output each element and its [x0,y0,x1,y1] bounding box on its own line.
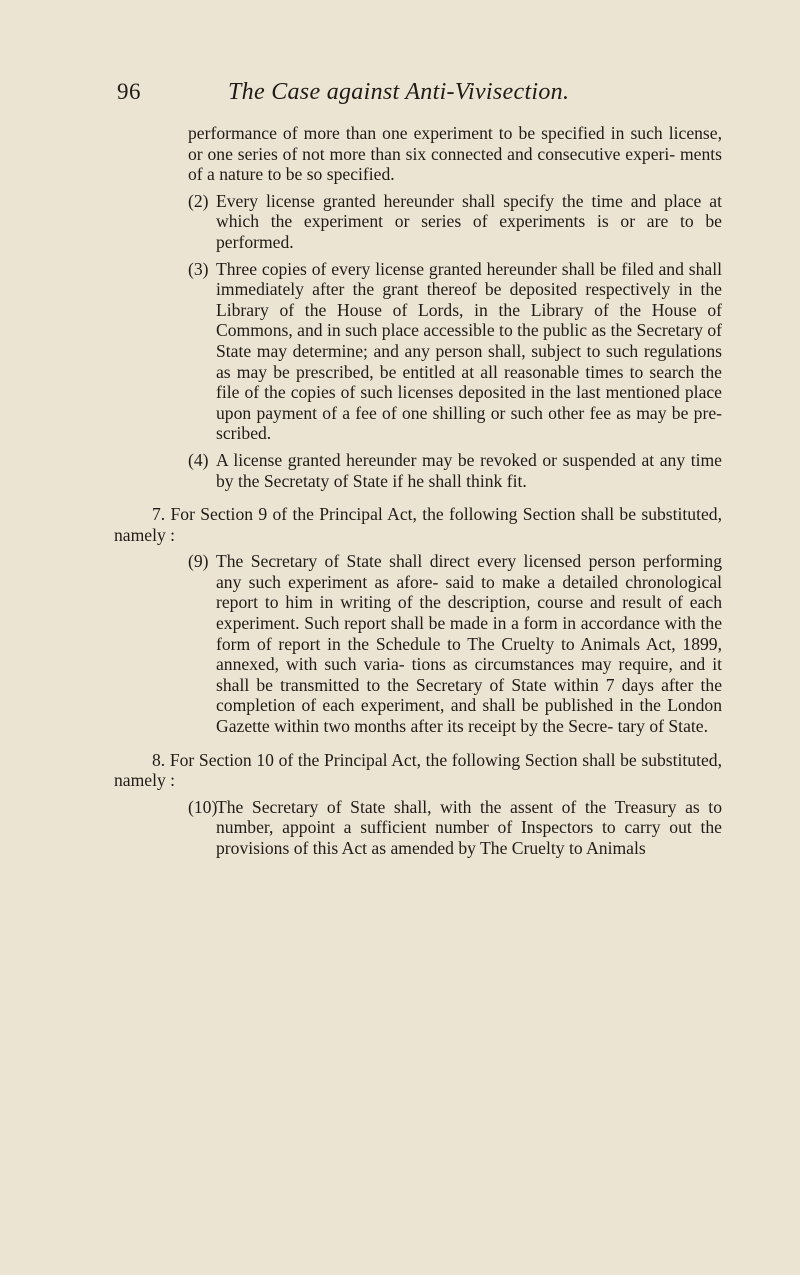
clause-9 [188,551,722,736]
clause-text: A license granted hereunder may be revoked or suspended at any time by the Secretaty of State if he shall think fit. [216,449,722,491]
clause-3 [188,259,722,444]
clause-number: (3) [188,258,209,279]
license-clauses [188,191,722,491]
clause-number: (4) [188,449,209,470]
clause-4 [188,450,722,491]
clause-text: The Secretary of State shall, with the assent of the Treasury as to number, appoint a sufficient number of Inspectors to carry out the provisions of this Act as amended by The Cruelty to Animals [216,796,722,858]
running-head [117,79,737,113]
section-7-body [188,551,722,736]
continuation-paragraph: performance of more than one experiment to be specified in such license, or one series of not more than six connected and consecutive experi- ments of a nature to be so specified. [188,123,722,185]
section-8-intro: 8. For Section 10 of the Principal Act, the following Section shall be substituted, namely : [114,749,722,791]
clause-text: Every license granted hereunder shall specify the time and place at which the experiment or series of experiments is or are to be performed. [216,190,722,252]
clause-number: (2) [188,190,209,211]
page-number: 96 [117,79,141,104]
clause-2 [188,191,722,253]
section-7-intro: 7. For Section 9 of the Principal Act, the following Section shall be substituted, namely : [114,504,722,545]
clause-text: The Secretary of State shall direct every licensed person performing any such experiment as afore- said to make a detailed chronological report to him in writing of the description, course and result of each experiment. Such report shall be made in a form in accordance with the form of report in the Schedule to The Cruelty to Animals Act, 1899, annexed, with such varia- tions as circumstances may require, and it shall be transmitted to the Secretary of State within 7 days after the completion of each experiment, and shall be published in the London Gazette within two months after its receipt by the Secre- tary of State. [216,551,722,737]
clause-number: (10) [188,796,218,817]
section-8-body [188,797,722,859]
running-title: The Case against Anti-Vivisection. [228,79,570,105]
clause-number: (9) [188,551,209,572]
clause-text: Three copies of every license granted hereunder shall be filed and shall immediately after the grant thereof be deposited respectively in the Library of the House of Lords, in the Library of the House of Commons, and in such place accessible to the public as the Secretary of State may determine; and any person shall, subject to such regulations as may be prescribed, be entitled at all reasonable times to search the file of the copies of such licenses deposited in the last mentioned place upon payment of a fee of one shilling or such other fee as may be pre- scribed. [216,258,722,444]
clause-10 [188,797,722,859]
body-text [114,123,722,859]
